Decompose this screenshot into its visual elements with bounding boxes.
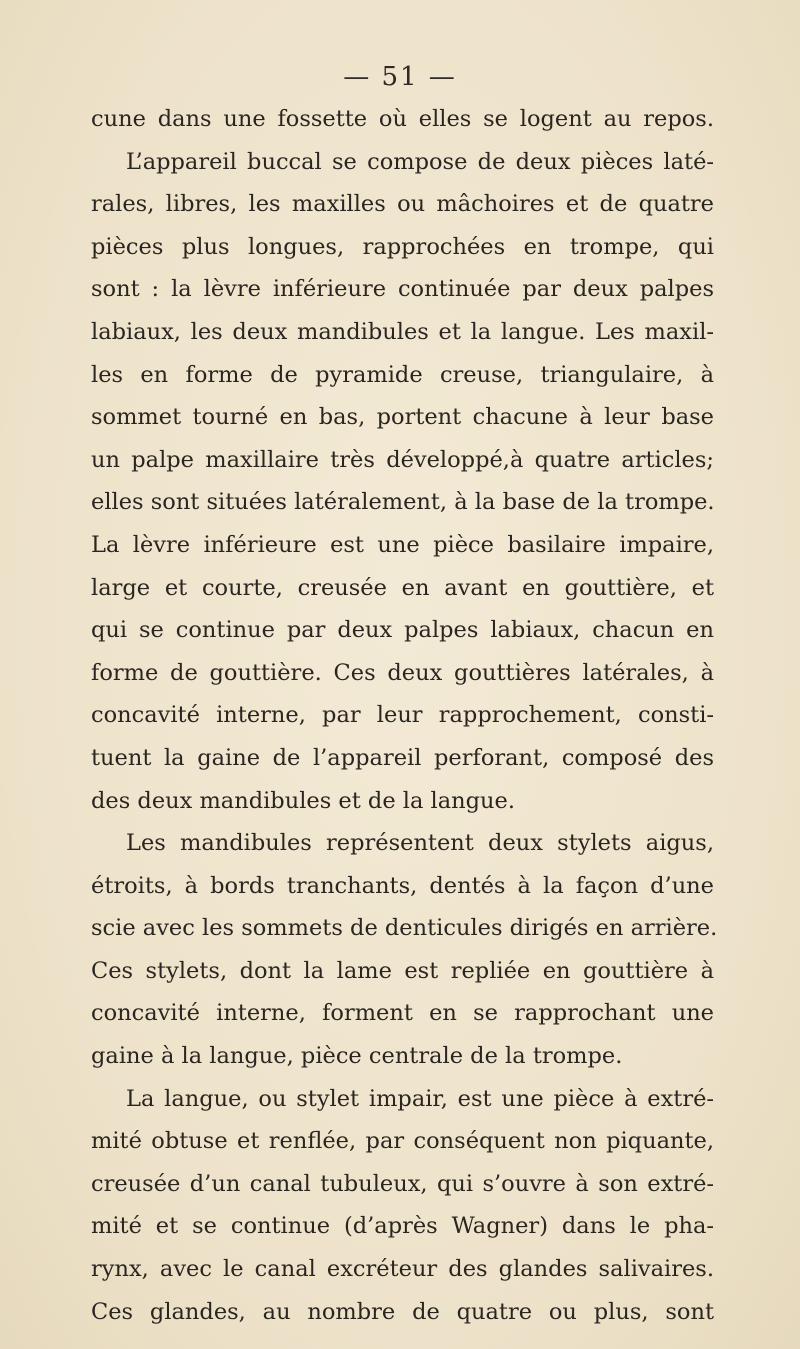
text-line: mité et se continue (d’après Wagner) dans le pha- [91,1213,714,1240]
text-line: forme de gouttière. Ces deux gouttières latérales, à [91,659,714,686]
text-line: Ces glandes, au nombre de quatre ou plus, sont [91,1298,714,1325]
text-line: qui se continue par deux palpes labiaux, chacun en [91,617,714,644]
text-line: creusée d’un canal tubuleux, qui s’ouvre à son extré- [91,1170,714,1197]
text-line: étroits, à bords tranchants, dentés à la façon d’une [91,872,714,899]
text-line: L’appareil buccal se compose de deux pièces laté- [126,148,714,175]
text-line: large et courte, creusée en avant en gouttière, et [91,574,714,601]
text-line: Les mandibules représentent deux stylets aigus, [126,830,714,857]
text-line: elles sont situées latéralement, à la base de la trompe. [91,489,715,516]
text-line: rynx, avec le canal excréteur des glandes salivaires. [91,1256,714,1283]
body-text [91,98,718,1333]
text-line: La langue, ou stylet impair, est une pièce à extré- [126,1085,714,1112]
text-line: La lèvre inférieure est une pièce basilaire impaire, [91,531,714,558]
text-line: gaine à la langue, pièce centrale de la trompe. [91,1043,623,1070]
page-number: — 51 — [343,62,457,92]
text-line: labiaux, les deux mandibules et la langue. Les maxil- [91,318,714,345]
text-line: sont : la lèvre inférieure continuée par deux palpes [91,276,714,303]
text-line: scie avec les sommets de denticules dirigés en arrière. [91,915,718,942]
text-line: des deux mandibules et de la langue. [91,787,516,814]
text-line: Ces stylets, dont la lame est repliée en gouttière à [91,957,714,984]
text-line: concavité interne, par leur rapprochement, consti- [91,702,714,729]
text-line: cune dans une fossette où elles se logent au repos. [91,106,714,132]
text-line: rales, libres, les maxilles ou mâchoires et de quatre [91,191,714,218]
text-line: mité obtuse et renflée, par conséquent non piquante, [91,1128,714,1155]
text-line: pièces plus longues, rapprochées en trompe, qui [91,233,714,260]
text-line: tuent la gaine de l’appareil perforant, composé des [91,744,714,771]
text-line: un palpe maxillaire très développé,à quatre articles; [91,446,714,473]
text-line: sommet tourné en bas, portent chacune à leur base [91,404,714,431]
text-line: concavité interne, forment en se rapprochant une [91,1000,714,1027]
text-line: les en forme de pyramide creuse, triangulaire, à [91,361,714,388]
